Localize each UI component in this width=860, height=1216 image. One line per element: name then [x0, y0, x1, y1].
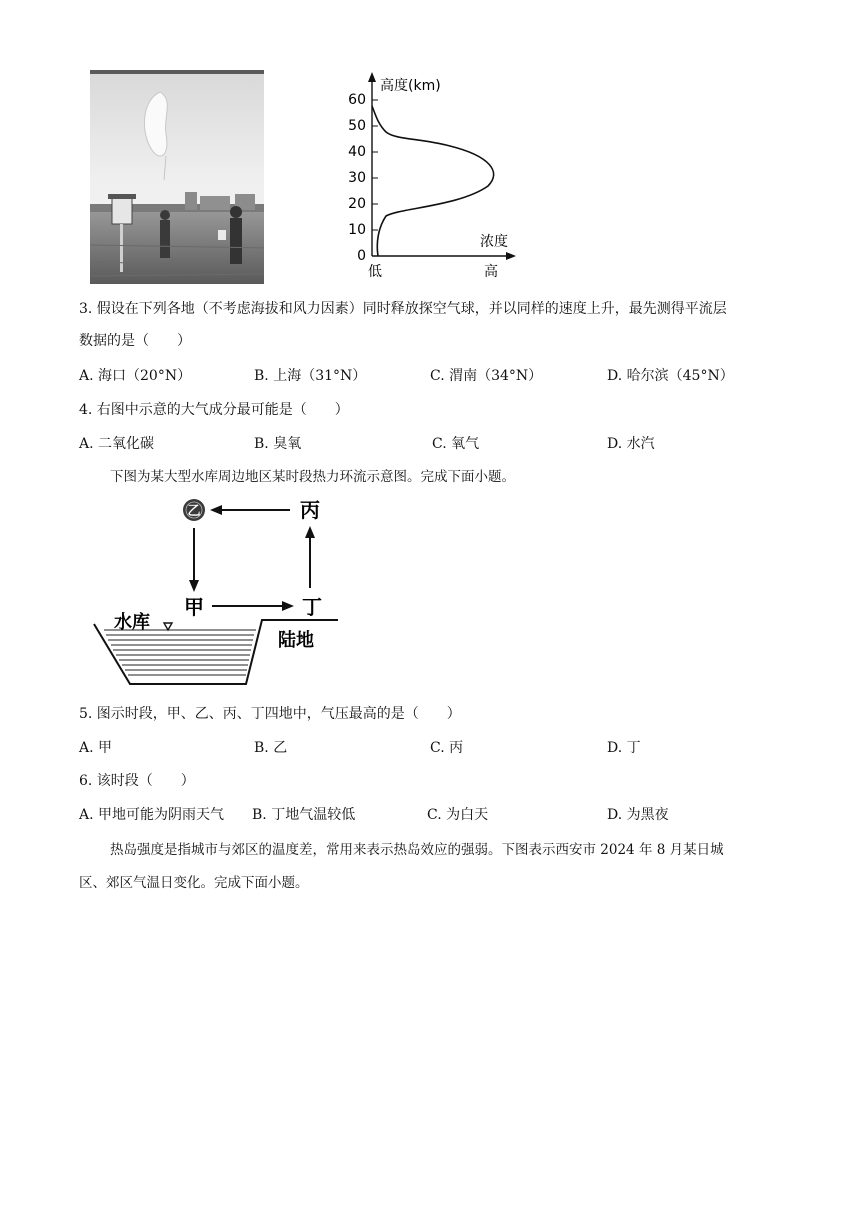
bing-label: 丙: [300, 498, 320, 522]
q4-option-b[interactable]: B. 臭氧: [254, 436, 302, 452]
jia-label: 甲: [184, 595, 204, 619]
q5-option-a[interactable]: A. 甲: [79, 740, 113, 756]
arrow-up-icon: [305, 526, 315, 538]
y-tick-60: 60: [348, 92, 366, 108]
concentration-curve: [372, 106, 494, 256]
circulation-diagram: [90, 492, 350, 692]
reservoir-label: 水库: [114, 612, 150, 633]
q3-text-line1: 3. 假设在下列各地（不考虑海拔和风力因素）同时释放探空气球，并以同样的速度上升，最先测得平流层: [79, 301, 727, 317]
q5-option-d[interactable]: D. 丁: [607, 740, 641, 756]
yi-label: 乙: [187, 504, 201, 519]
x-axis-label: 浓度: [480, 234, 508, 250]
y-tick-30: 30: [348, 170, 366, 186]
concentration-graph-svg: [340, 68, 530, 283]
intro-reservoir: 下图为某大型水库周边地区某时段热力环流示意图。完成下面小题。: [110, 469, 515, 485]
intro-heat-island-line1: 热岛强度是指城市与郊区的温度差，常用来表示热岛效应的强弱。下图表示西安市 2024 年 8 月某日城: [110, 842, 724, 858]
q5-text: 5. 图示时段，甲、乙、丙、丁四地中，气压最高的是（ ）: [79, 706, 461, 722]
intro-heat-island-line2: 区、郊区气温日变化。完成下面小题。: [79, 875, 309, 891]
land-label: 陆地: [278, 630, 314, 651]
x-low-label: 低: [368, 264, 382, 280]
ding-label: 丁: [302, 595, 322, 619]
y-axis-label: 高度(km): [380, 78, 441, 94]
arrow-down-icon: [189, 580, 199, 592]
q6-option-c[interactable]: C. 为白天: [427, 807, 489, 823]
q6-option-a[interactable]: A. 甲地可能为阴雨天气: [79, 807, 225, 823]
q4-text: 4. 右图中示意的大气成分最可能是（ ）: [79, 402, 349, 418]
q5-option-b[interactable]: B. 乙: [254, 740, 288, 756]
q4-option-d[interactable]: D. 水汽: [607, 436, 655, 452]
q3-option-a[interactable]: A. 海口（20°N）: [79, 368, 192, 384]
y-axis-arrow-icon: [368, 72, 376, 82]
q3-text-line2: 数据的是（ ）: [79, 333, 191, 349]
y-tick-10: 10: [348, 222, 366, 238]
circulation-diagram-svg: [90, 492, 350, 692]
q6-option-b[interactable]: B. 丁地气温较低: [252, 807, 356, 823]
arrow-right-icon: [282, 601, 294, 611]
concentration-graph: [340, 68, 530, 283]
q3-option-d[interactable]: D. 哈尔滨（45°N）: [607, 368, 734, 384]
arrow-left-icon: [210, 505, 222, 515]
q6-option-d[interactable]: D. 为黑夜: [607, 807, 669, 823]
y-tick-40: 40: [348, 144, 366, 160]
q6-text: 6. 该时段（ ）: [79, 773, 195, 789]
q4-option-c[interactable]: C. 氧气: [432, 436, 480, 452]
q5-option-c[interactable]: C. 丙: [430, 740, 464, 756]
x-high-label: 高: [484, 264, 498, 280]
x-axis-arrow-icon: [506, 252, 516, 260]
y-tick-50: 50: [348, 118, 366, 134]
q4-option-a[interactable]: A. 二氧化碳: [79, 436, 155, 452]
y-tick-20: 20: [348, 196, 366, 212]
y-tick-0: 0: [357, 248, 366, 264]
q3-option-b[interactable]: B. 上海（31°N）: [254, 368, 367, 384]
q3-option-c[interactable]: C. 渭南（34°N）: [430, 368, 543, 384]
balloon-photo-drawing: [90, 70, 270, 284]
balloon-photo: [90, 70, 270, 284]
